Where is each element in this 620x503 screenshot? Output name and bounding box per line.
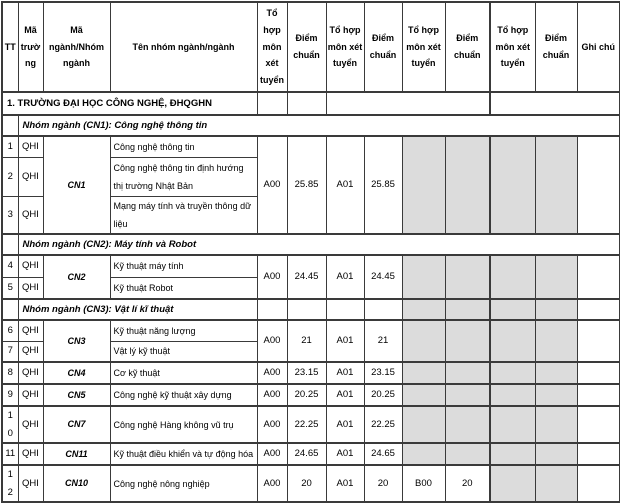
empty-cell (326, 92, 490, 115)
score-4 (535, 384, 577, 406)
combo-4 (490, 443, 535, 465)
table-row (2, 136, 620, 157)
combo-3 (402, 406, 445, 443)
major-name: Cơ kỹ thuật (110, 362, 257, 384)
combo-2: A01 (326, 362, 364, 384)
column-header-10: Điểm chuẩn (445, 2, 490, 92)
score-4 (535, 465, 577, 502)
combo-4 (490, 362, 535, 384)
table-row (2, 299, 620, 320)
major-name: Kỹ thuật máy tính (110, 255, 257, 277)
section-label: Nhóm ngành (CN1): Công nghệ thông tin (18, 115, 620, 136)
group-code: CN2 (43, 255, 110, 299)
combo-4 (490, 384, 535, 406)
combo-1: A00 (257, 384, 287, 406)
combo-1: A00 (257, 443, 287, 465)
combo-1: A00 (257, 136, 287, 234)
major-name: Công nghệ thông tin (110, 136, 257, 157)
score-3 (445, 255, 490, 299)
empty-cell (257, 92, 287, 115)
empty-cell (257, 299, 287, 320)
table-row (2, 115, 620, 136)
table-row (2, 92, 620, 115)
column-header-3: Mã ngành/Nhóm ngành (43, 2, 110, 92)
row-number: 12 (2, 465, 18, 502)
group-code: CN5 (43, 384, 110, 406)
combo-2: A01 (326, 384, 364, 406)
column-header-5: Tổ hợp môn xét tuyển (257, 2, 287, 92)
combo-2: A01 (326, 406, 364, 443)
school-code: QHI (18, 277, 43, 299)
table-row (2, 234, 620, 255)
major-name: Kỹ thuật năng lượng (110, 320, 257, 341)
table-row (2, 2, 620, 92)
combo-3 (402, 443, 445, 465)
row-number: 9 (2, 384, 18, 406)
major-name: Kỹ thuật điều khiển và tự động hóa (110, 443, 257, 465)
table-row (2, 362, 620, 384)
score-2: 20 (364, 465, 402, 502)
empty-cell (287, 92, 326, 115)
school-code: QHI (18, 157, 43, 196)
table-row (2, 406, 620, 443)
column-header-8: Điểm chuẩn (364, 2, 402, 92)
score-3: 20 (445, 465, 490, 502)
score-4 (535, 255, 577, 299)
score-2: 21 (364, 320, 402, 362)
major-name: Vật lý kỹ thuật (110, 341, 257, 362)
column-header-2: Mã trường (18, 2, 43, 92)
school-code: QHI (18, 465, 43, 502)
school-code: QHI (18, 320, 43, 341)
combo-4 (490, 406, 535, 443)
admission-scores-table (1, 1, 620, 503)
section-label: Nhóm ngành (CN3): Vật lí kĩ thuật (18, 299, 257, 320)
major-name: Mạng máy tính và truyền thông dữ liệu (110, 196, 257, 234)
score-2: 20.25 (364, 384, 402, 406)
combo-2: A01 (326, 136, 364, 234)
score-4 (535, 320, 577, 362)
combo-1: A00 (257, 320, 287, 362)
column-header-12: Điểm chuẩn (535, 2, 577, 92)
combo-1: A00 (257, 465, 287, 502)
combo-4 (490, 320, 535, 362)
school-code: QHI (18, 136, 43, 157)
note-cell (577, 255, 620, 299)
score-2: 24.45 (364, 255, 402, 299)
combo-3 (402, 384, 445, 406)
empty-gray-cell (535, 299, 577, 320)
note-cell (577, 362, 620, 384)
major-name: Công nghệ Hàng không vũ trụ (110, 406, 257, 443)
score-2: 25.85 (364, 136, 402, 234)
section-tt-cell (2, 299, 18, 320)
column-header-9: Tổ hợp môn xét tuyển (402, 2, 445, 92)
combo-3 (402, 320, 445, 362)
note-cell (577, 299, 620, 320)
column-header-1: TT (2, 2, 18, 92)
major-name: Công nghệ thông tin định hướng thị trường Nhật Bản (110, 157, 257, 196)
university-title: 1. TRƯỜNG ĐẠI HỌC CÔNG NGHỆ, ĐHQGHN (2, 92, 257, 115)
group-code: CN10 (43, 465, 110, 502)
score-3 (445, 406, 490, 443)
combo-2: A01 (326, 465, 364, 502)
note-cell (577, 136, 620, 234)
column-header-13: Ghi chú (577, 2, 620, 92)
table-body (2, 92, 620, 502)
combo-2: A01 (326, 443, 364, 465)
score-4 (535, 443, 577, 465)
score-3 (445, 320, 490, 362)
table-header (2, 2, 620, 92)
group-code: CN11 (43, 443, 110, 465)
score-2: 23.15 (364, 362, 402, 384)
group-code: CN4 (43, 362, 110, 384)
combo-1: A00 (257, 406, 287, 443)
row-number: 10 (2, 406, 18, 443)
empty-gray-cell (402, 299, 445, 320)
combo-1: A00 (257, 362, 287, 384)
combo-3: B00 (402, 465, 445, 502)
score-1: 20.25 (287, 384, 326, 406)
table-row (2, 320, 620, 341)
column-header-7: Tổ hợp môn xét tuyển (326, 2, 364, 92)
table-row (2, 255, 620, 277)
score-1: 24.45 (287, 255, 326, 299)
score-1: 23.15 (287, 362, 326, 384)
score-2: 22.25 (364, 406, 402, 443)
score-1: 20 (287, 465, 326, 502)
row-number: 7 (2, 341, 18, 362)
major-name: Kỹ thuật Robot (110, 277, 257, 299)
empty-gray-cell (490, 299, 535, 320)
combo-3 (402, 362, 445, 384)
school-code: QHI (18, 196, 43, 234)
group-code: CN3 (43, 320, 110, 362)
school-code: QHI (18, 341, 43, 362)
column-header-4: Tên nhóm ngành/ngành (110, 2, 257, 92)
note-cell (577, 320, 620, 362)
major-name: Công nghệ nông nghiệp (110, 465, 257, 502)
empty-cell (364, 299, 402, 320)
school-code: QHI (18, 255, 43, 277)
note-cell (577, 406, 620, 443)
row-number: 2 (2, 157, 18, 196)
score-2: 24.65 (364, 443, 402, 465)
score-1: 24.65 (287, 443, 326, 465)
section-tt-cell (2, 115, 18, 136)
row-number: 3 (2, 196, 18, 234)
empty-cell (287, 299, 326, 320)
combo-1: A00 (257, 255, 287, 299)
score-3 (445, 384, 490, 406)
major-name: Công nghệ kỹ thuật xây dựng (110, 384, 257, 406)
combo-2: A01 (326, 320, 364, 362)
score-4 (535, 362, 577, 384)
combo-2: A01 (326, 255, 364, 299)
combo-4 (490, 255, 535, 299)
empty-cell (490, 92, 620, 115)
score-1: 21 (287, 320, 326, 362)
row-number: 8 (2, 362, 18, 384)
table-row (2, 443, 620, 465)
school-code: QHI (18, 443, 43, 465)
score-3 (445, 443, 490, 465)
table-row (2, 384, 620, 406)
row-number: 11 (2, 443, 18, 465)
school-code: QHI (18, 406, 43, 443)
table-row (2, 465, 620, 502)
section-label: Nhóm ngành (CN2): Máy tính và Robot (18, 234, 620, 255)
column-header-6: Điểm chuẩn (287, 2, 326, 92)
row-number: 1 (2, 136, 18, 157)
column-header-11: Tổ hợp môn xét tuyển (490, 2, 535, 92)
school-code: QHI (18, 384, 43, 406)
note-cell (577, 443, 620, 465)
combo-3 (402, 136, 445, 234)
row-number: 5 (2, 277, 18, 299)
section-tt-cell (2, 234, 18, 255)
empty-gray-cell (445, 299, 490, 320)
row-number: 4 (2, 255, 18, 277)
note-cell (577, 384, 620, 406)
school-code: QHI (18, 362, 43, 384)
group-code: CN7 (43, 406, 110, 443)
score-1: 22.25 (287, 406, 326, 443)
empty-cell (326, 299, 364, 320)
combo-4 (490, 136, 535, 234)
score-3 (445, 362, 490, 384)
combo-3 (402, 255, 445, 299)
group-code: CN1 (43, 136, 110, 234)
row-number: 6 (2, 320, 18, 341)
score-3 (445, 136, 490, 234)
combo-4 (490, 465, 535, 502)
score-1: 25.85 (287, 136, 326, 234)
score-4 (535, 136, 577, 234)
note-cell (577, 465, 620, 502)
score-4 (535, 406, 577, 443)
